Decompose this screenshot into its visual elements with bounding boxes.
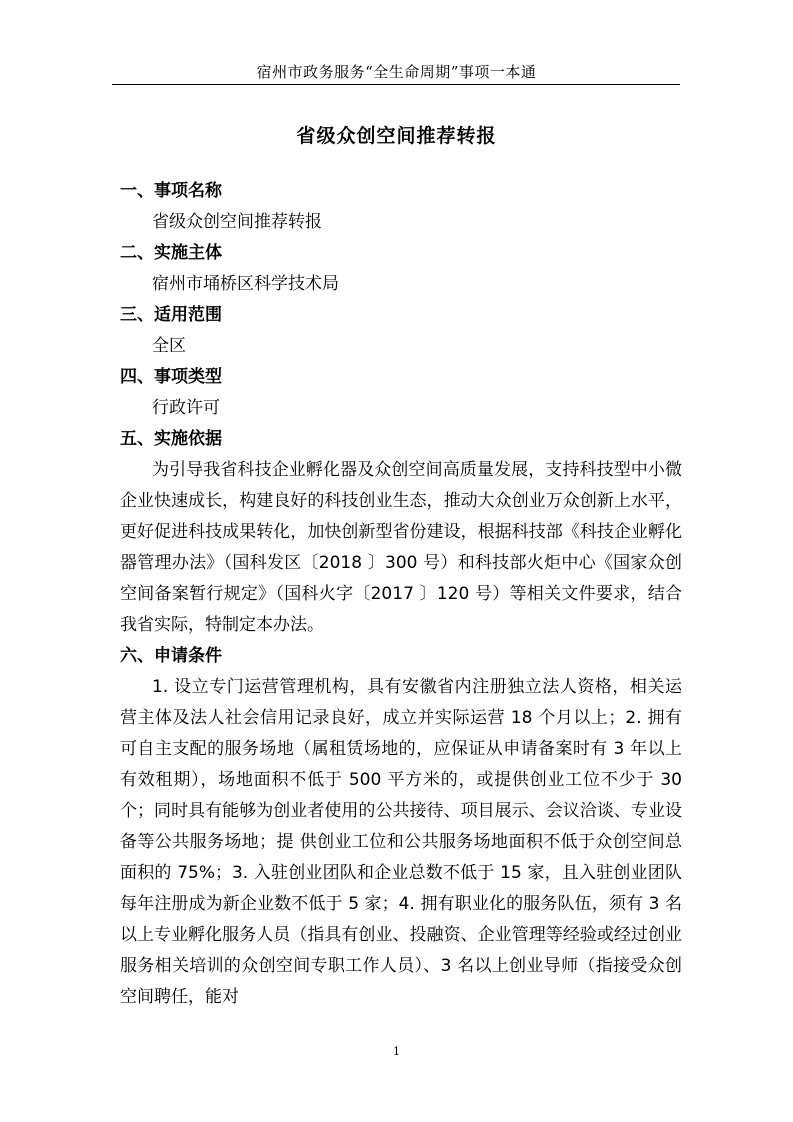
section-value-item-type: 行政许可 bbox=[152, 398, 220, 418]
section-heading-item-type: 四、事项类型 bbox=[120, 367, 222, 387]
section-value-implementer: 宿州市埇桥区科学技术局 bbox=[152, 274, 339, 294]
section-heading-implementer: 二、实施主体 bbox=[120, 243, 222, 263]
section-paragraph-conditions: 1. 设立专门运营管理机构，具有安徽省内注册独立法人资格，相关运营主体及法人社会信用记录良好，成立并实际运营 18 个月以上；2. 拥有可自主支配的服务场地（属租赁场地的，应保证从申请备案时有 3 年以上有效租期），场地面积不低于 500 平方米的，或提供创业工位不少于 30 个；同时具有能够为创业者使用的公共接待、项目展示、会议洽谈、专业设备等公共服务场地；提 供创业工位和公共服务场地面积不低于众创空间总面积的 75%；3. 入驻创业团队和企业总数不低于 15 家，且入驻创业团队每年注册成为新企业数不低于 5 家；4. 拥有职业化的服务队伍，须有 3 名以上专业孵化服务人员（指具有创业、投融资、企业管理等经验或经过创业服务相关培训的众创空间专职工作人员）、3 名以上创业导师（指接受众创空间聘任，能对 bbox=[120, 677, 682, 1007]
page-number: 1 bbox=[393, 1045, 400, 1058]
section-value-scope: 全区 bbox=[152, 336, 186, 356]
section-heading-item-name: 一、事项名称 bbox=[120, 181, 222, 201]
document-title: 省级众创空间推荐转报 bbox=[296, 125, 497, 147]
section-paragraph-basis: 为引导我省科技企业孵化器及众创空间高质量发展，支持科技型中小微企业快速成长，构建良好的科技创业生态，推动大众创业万众创新上水平，更好促进科技成果转化，加快创新型省份建设，根据科技部《科技企业孵化器管理办法》（国科发区〔2018 〕300 号）和科技部火炬中心《国家众创空间备案暂行规定》（国科火字〔2017 〕120 号）等相关文件要求，结合我省实际，特制定本办法。 bbox=[120, 460, 682, 635]
section-heading-scope: 三、适用范围 bbox=[120, 305, 222, 325]
section-heading-conditions: 六、申请条件 bbox=[120, 646, 222, 666]
document-body bbox=[120, 176, 682, 1013]
header-divider bbox=[112, 84, 680, 85]
running-header-title: 宿州市政务服务“全生命周期”事项一本通 bbox=[256, 63, 537, 81]
section-heading-basis: 五、实施依据 bbox=[120, 429, 222, 449]
section-value-item-name: 省级众创空间推荐转报 bbox=[152, 212, 322, 232]
